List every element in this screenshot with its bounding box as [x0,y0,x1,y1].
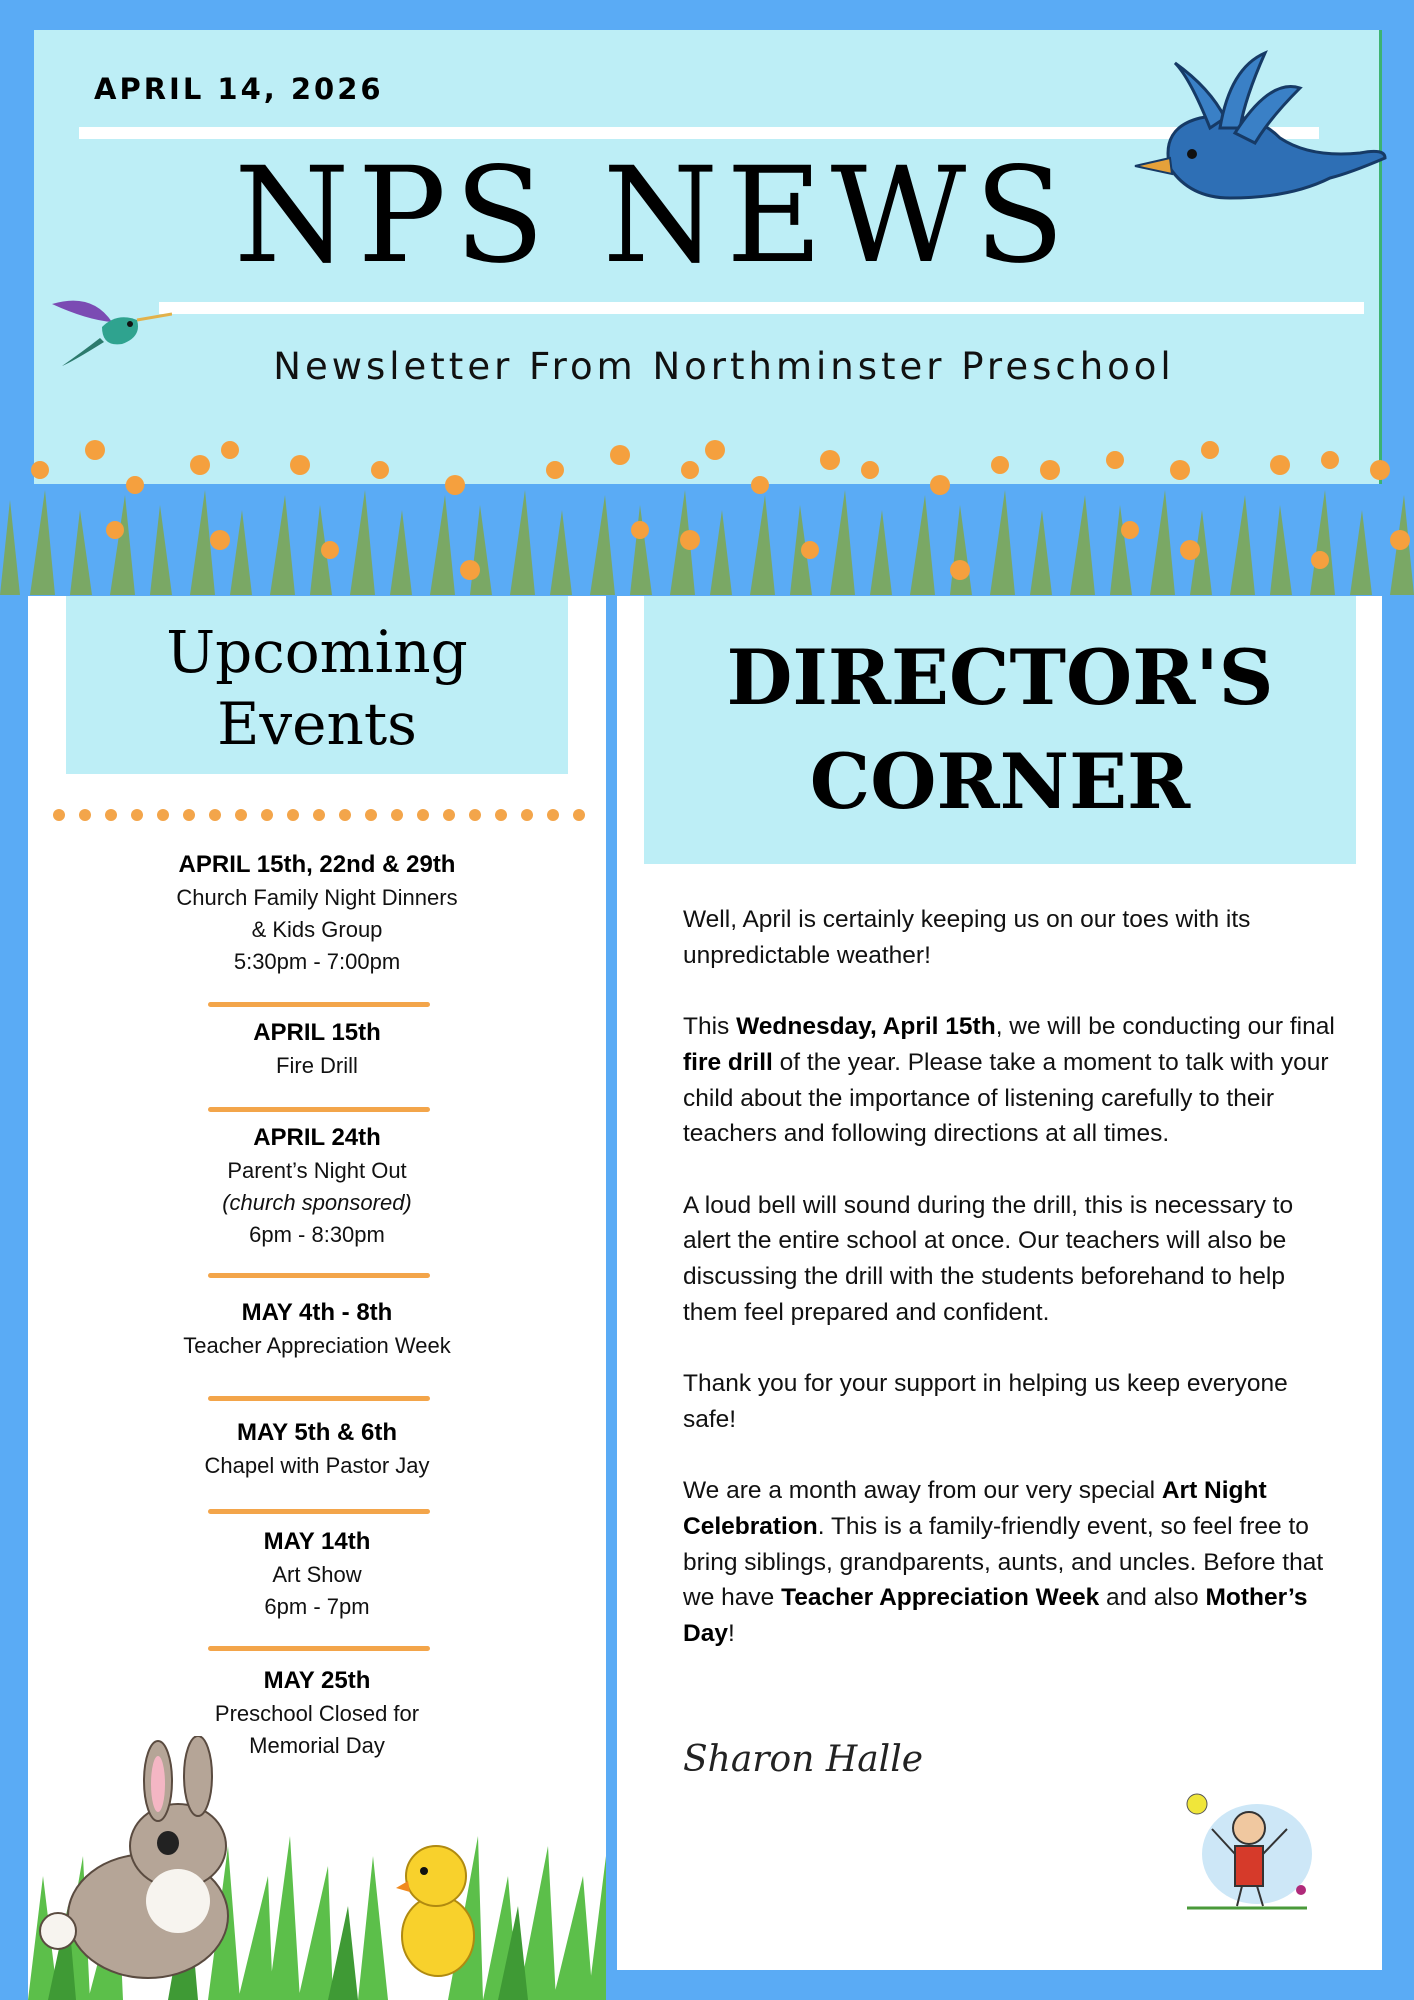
event-divider [208,1396,430,1401]
header-rule-bottom [159,302,1364,314]
events-heading [66,596,568,774]
event-title: APRIL 24th [253,1124,381,1151]
text-run: ! [727,1620,735,1647]
event-item [28,1016,606,1082]
event-detail: Parent’s Night Out [227,1158,407,1183]
directors-heading-line2: CORNER [809,737,1191,826]
text-run: and also [1099,1584,1206,1612]
event-detail: Preschool Closed for [214,1701,420,1726]
event-title: MAY 5th & 6th [236,1419,398,1446]
directors-corner-heading [644,596,1356,864]
masthead-title: NPS NEWS [234,139,1073,293]
bold-text: Teacher Appreciation Week [781,1584,1100,1612]
event-title: MAY 14th [263,1528,371,1555]
event-divider [208,1107,430,1112]
letter-paragraph [683,1009,1343,1152]
event-time: 6pm - 8:30pm [249,1222,385,1247]
events-heading-line1: Upcoming [166,618,468,686]
dotted-divider [52,808,592,822]
event-time: 6pm - 7pm [264,1594,370,1619]
text-run: , we will be conducting our final [995,1013,1335,1041]
event-divider [208,1002,430,1007]
letter-paragraph [683,1473,1343,1652]
letter-paragraph: A loud bell will sound during the drill, this is necessary to alert the entire school at once. Our teachers will also be discussing the drill with the students beforehand to help them feel prepared and confident. [683,1191,1294,1326]
event-divider [208,1509,430,1514]
bold-text: fire drill [683,1048,773,1076]
event-detail: & Kids Group [251,917,383,942]
director-signature: Sharon Halle [683,1739,924,1780]
event-item [28,1416,606,1482]
event-detail: Church Family Night Dinners [176,885,458,910]
event-detail: (church sponsored) [222,1190,412,1215]
event-title: MAY 4th - 8th [241,1299,393,1326]
event-detail: Fire Drill [276,1053,358,1078]
events-column [28,596,606,2000]
event-detail: Teacher Appreciation Week [183,1333,451,1358]
event-item [28,1525,606,1623]
event-item [28,1296,606,1362]
event-item [28,1121,606,1251]
flower-border [0,410,1414,595]
event-title: APRIL 15th, 22nd & 29th [178,851,456,878]
event-detail: Memorial Day [249,1733,385,1758]
event-detail: Chapel with Pastor Jay [204,1453,430,1478]
letter-paragraph: Well, April is certainly keeping us on our toes with its unpredictable weather! [683,906,1251,969]
bold-text: Mother’s Day [683,1584,1308,1647]
letter-paragraph: Thank you for your support in helping us keep everyone safe! [683,1370,1288,1433]
event-divider [208,1646,430,1651]
event-divider [208,1273,430,1278]
text-run: of the year. Please take a moment to talk with your child about the importance of listening carefully to their teachers and following directions at all times. [683,1048,1329,1148]
directors-heading-line1: DIRECTOR'S [726,633,1274,722]
text-run: We are a month away from our very special [683,1477,1162,1505]
directors-letter [683,902,1343,1687]
text-run: This [683,1013,737,1041]
masthead-subtitle: Newsletter From Northminster Preschool [273,345,1175,388]
events-heading-line2: Events [217,690,417,758]
event-time: 5:30pm - 7:00pm [233,949,401,974]
directors-corner-column [617,596,1382,1970]
child-drawing-icon [1177,1784,1317,1914]
bunny-chick-illustration [28,1736,606,2000]
bold-text: Art Night Celebration [683,1477,1267,1540]
issue-date: APRIL 14, 2026 [94,72,384,106]
hummingbird-icon [42,282,172,368]
event-title: MAY 25th [263,1667,371,1694]
text-run: . This is a family-friendly event, so feel free to bring siblings, grandparents, aunts, and uncles. Before that we have [683,1512,1324,1612]
bluebird-icon [1100,48,1390,228]
event-item [28,848,606,978]
event-title: APRIL 15th [253,1019,381,1046]
event-detail: Art Show [272,1562,362,1587]
bold-text: Wednesday, April 15th [736,1013,996,1041]
